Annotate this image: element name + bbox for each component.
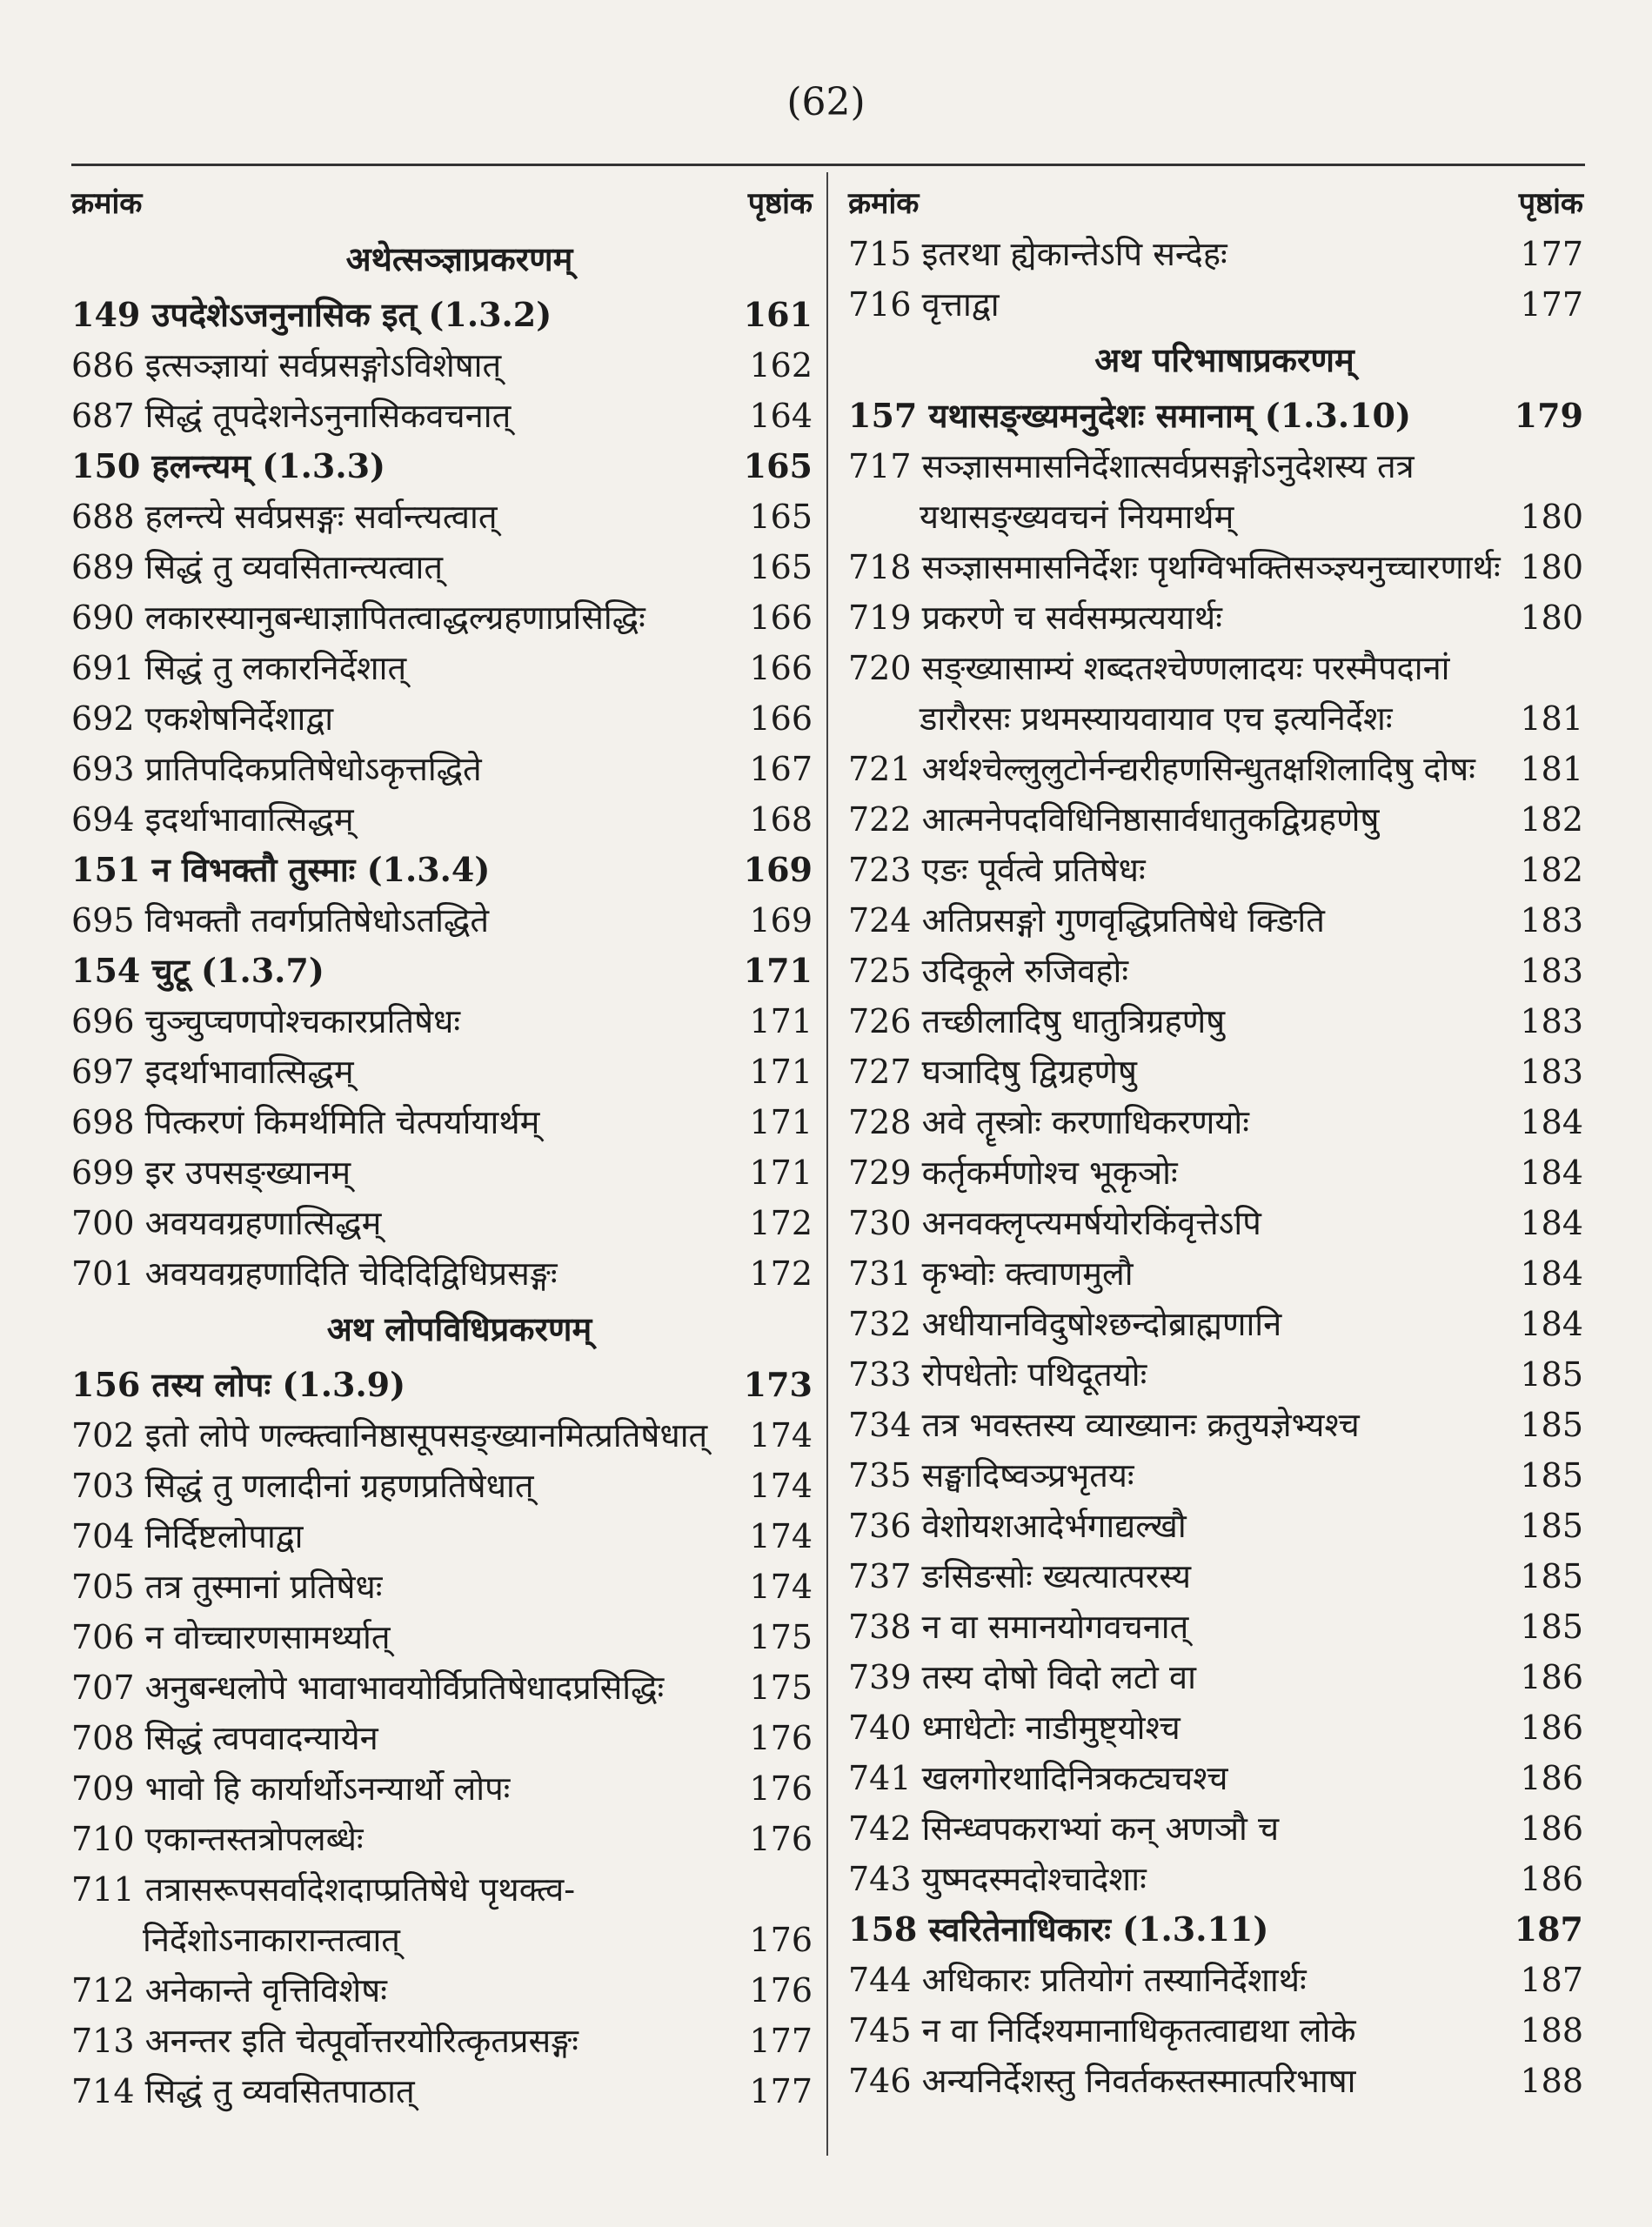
entry-page-number: 188 — [1520, 2062, 1583, 2100]
entry-page-number: 173 — [743, 1365, 813, 1404]
entry-page-number: 185 — [1520, 1557, 1583, 1595]
entry-text: 158 स्वरितेनाधिकारः (1.3.11) — [848, 1909, 1269, 1949]
index-entry — [848, 1753, 1583, 1803]
entry-text: 696 चुञ्चुप्चणपोश्चकारप्रतिषेधः — [71, 1002, 461, 1040]
entry-text: 151 न विभक्तौ तुस्माः (1.3.4) — [71, 850, 491, 889]
sutra-entry — [71, 1360, 813, 1410]
right-column-header — [848, 178, 1583, 229]
entry-text: 712 अनेकान्ते वृत्तिविशेषः — [71, 1971, 387, 2010]
entry-text: 702 इतो लोपे णल्क्त्वानिष्ठासूपसङ्ख्यानमित्प्रतिषेधात् — [71, 1416, 708, 1455]
entry-text: 724 अतिप्रसङ्गो गुणवृद्धिप्रतिषेधे क्ङिति — [848, 901, 1325, 940]
column-divider — [826, 172, 828, 2156]
entry-text: 706 न वोच्चारणसामर्थ्यात् — [71, 1618, 391, 1656]
index-entry — [71, 1410, 813, 1461]
entry-page-number: 186 — [1520, 1658, 1583, 1696]
entry-text: 739 तस्य दोषो विदो लटो वा — [848, 1658, 1196, 1696]
index-entry — [848, 1955, 1583, 2005]
entry-text: 740 ध्माधेटोः नाडीमुष्ट्योश्च — [848, 1709, 1180, 1747]
entry-page-number: 176 — [749, 1719, 813, 1757]
entry-page-number: 184 — [1520, 1204, 1583, 1242]
entry-page-number: 165 — [749, 498, 813, 536]
entry-page-number: 186 — [1520, 1709, 1583, 1747]
index-entry — [71, 542, 813, 592]
entry-page-number: 185 — [1520, 1355, 1583, 1394]
entry-page-number: 172 — [749, 1204, 813, 1242]
entry-text: 725 उदिकूले रुजिवहोः — [848, 952, 1129, 990]
index-entry — [71, 1562, 813, 1612]
index-entry — [71, 1662, 813, 1713]
entry-page-number: 171 — [749, 1154, 813, 1192]
entry-text: 689 सिद्धं तु व्यवसितान्त्यत्वात् — [71, 548, 444, 586]
entry-page-number: 176 — [749, 1971, 813, 2010]
entry-text: 699 इर उपसङ्ख्यानम् — [71, 1154, 351, 1192]
entry-text: 695 विभक्तौ तवर्गप्रतिषेधोऽतद्धिते — [71, 901, 489, 940]
index-entry — [848, 441, 1583, 492]
entry-page-number: 187 — [1514, 1909, 1583, 1949]
index-entry — [848, 2005, 1583, 2056]
serial-header: क्रमांक — [71, 186, 143, 221]
entry-text: 723 एङः पूर्वत्वे प्रतिषेधः — [848, 851, 1146, 889]
index-entry — [71, 1047, 813, 1097]
entry-text: 701 अवयवग्रहणादिति चेदिदिद्विधिप्रसङ्गः — [71, 1254, 558, 1293]
index-entry — [848, 1349, 1583, 1400]
index-entry — [848, 643, 1583, 693]
entry-page-number: 177 — [749, 2022, 813, 2060]
entry-page-number: 184 — [1520, 1154, 1583, 1192]
entry-page-number: 171 — [749, 1053, 813, 1091]
entry-text: 736 वेशोयशआदेर्भगाद्यल्खौ — [848, 1507, 1187, 1545]
index-entry — [848, 1551, 1583, 1602]
sutra-entry — [71, 946, 813, 996]
entry-page-number: 181 — [1520, 699, 1583, 738]
entry-text: 713 अनन्तर इति चेत्पूर्वोत्तरयोरित्कृतप्रसङ्गः — [71, 2022, 579, 2060]
entry-page-number: 175 — [749, 1669, 813, 1707]
index-entry — [71, 1864, 813, 1915]
index-entry — [71, 2016, 813, 2066]
entry-text: 745 न वा निर्दिश्यमानाधिकृतत्वाद्यथा लोके — [848, 2011, 1356, 2050]
entry-text: 694 इदर्थाभावात्सिद्धम् — [71, 800, 354, 839]
entry-page-number: 174 — [749, 1416, 813, 1455]
serial-header: क्रमांक — [848, 186, 920, 221]
page-header: पृष्ठांक — [1518, 186, 1583, 221]
entry-text: 734 तत्र भवस्तस्य व्याख्यानः क्रतुयज्ञेभ्यश्च — [848, 1406, 1360, 1444]
entry-page-number: 183 — [1520, 1053, 1583, 1091]
entry-text: 746 अन्यनिर्देशस्तु निवर्तकस्तस्मात्परिभाषा — [848, 2062, 1356, 2100]
index-entry — [71, 1965, 813, 2016]
index-entry — [71, 1097, 813, 1147]
index-entry — [848, 1248, 1583, 1299]
entry-page-number: 187 — [1520, 1961, 1583, 1999]
entry-text: 719 प्रकरणे च सर्वसम्प्रत्ययार्थः — [848, 599, 1222, 637]
index-entry — [848, 1450, 1583, 1501]
entry-page-number: 180 — [1520, 599, 1583, 637]
entry-page-number: 166 — [749, 699, 813, 738]
page-header: पृष्ठांक — [747, 186, 813, 221]
entry-page-number: 169 — [743, 850, 813, 889]
entry-page-number: 177 — [1520, 285, 1583, 324]
entry-text: 150 हलन्त्यम् (1.3.3) — [71, 446, 385, 485]
top-rule — [71, 164, 1585, 166]
entry-page-number: 165 — [743, 446, 813, 485]
entry-text: 722 आत्मनेपदविधिनिष्ठासार्वधातुकद्विग्रहणेषु — [848, 800, 1380, 839]
entry-text: 743 युष्मदस्मदोश्चादेशाः — [848, 1860, 1147, 1898]
index-entry — [71, 1814, 813, 1864]
entry-text: 707 अनुबन्धलोपे भावाभावयोर्विप्रतिषेधादप्रसिद्धिः — [71, 1669, 665, 1707]
entry-text: 700 अवयवग्रहणात्सिद्धम् — [71, 1204, 382, 1242]
entry-page-number: 177 — [749, 2072, 813, 2110]
index-entry — [848, 2056, 1583, 2106]
section-heading: अथ परिभाषाप्रकरणम् — [1094, 340, 1354, 379]
index-entry — [71, 1461, 813, 1511]
entry-text: 742 सिन्ध्वपकराभ्यां कन् अणञौ च — [848, 1809, 1280, 1848]
entry-text: 714 सिद्धं तु व्यवसितपाठात् — [71, 2072, 415, 2110]
index-entry — [848, 693, 1583, 744]
entry-text: 711 तत्रासरूपसर्वादेशदाप्प्रतिषेधे पृथक्त्व- — [71, 1870, 576, 1909]
index-entry — [848, 996, 1583, 1047]
entry-text: 738 न वा समानयोगवचनात् — [848, 1608, 1189, 1646]
index-entry — [71, 996, 813, 1047]
entry-text: 737 ङसिङसोः ख्यत्यात्परस्य — [848, 1557, 1192, 1595]
index-entry — [71, 1198, 813, 1248]
entry-text: 720 सङ्ख्यासाम्यं शब्दतश्चेण्णलादयः परस्मैपदानां — [848, 649, 1450, 687]
entry-page-number: 184 — [1520, 1254, 1583, 1293]
index-entry — [848, 1400, 1583, 1450]
entry-page-number: 171 — [749, 1103, 813, 1141]
entry-text: 728 अवे तॄस्त्रोः करणाधिकरणयोः — [848, 1103, 1249, 1141]
entry-text: निर्देशोऽनाकारान्तत्वात् — [143, 1921, 400, 1959]
index-entry — [848, 229, 1583, 279]
entry-text: 691 सिद्धं तु लकारनिर्देशात् — [71, 649, 407, 687]
entry-page-number: 186 — [1520, 1860, 1583, 1898]
index-entry — [848, 1047, 1583, 1097]
entry-text: 721 अर्थश्चेल्लुलुटोर्नन्द्यरीहणसिन्धुतक्षशिलादिषु दोषः — [848, 750, 1475, 788]
index-entry — [848, 492, 1583, 542]
entry-page-number: 183 — [1520, 901, 1583, 940]
entry-page-number: 186 — [1520, 1759, 1583, 1797]
index-entry — [848, 542, 1583, 592]
entry-text: 735 सङ्घादिष्वञ्प्रभृतयः — [848, 1456, 1134, 1495]
entry-text: 704 निर्दिष्टलोपाद्वा — [71, 1517, 304, 1555]
entry-text: 715 इतरथा ह्येकान्तेऽपि सन्देहः — [848, 235, 1227, 273]
index-entry — [848, 895, 1583, 946]
entry-text: 717 सञ्ज्ञासमासनिर्देशात्सर्वप्रसङ्गोऽनुदेशस्य तत्र — [848, 447, 1415, 485]
entry-text: 156 तस्य लोपः (1.3.9) — [71, 1365, 406, 1404]
entry-text: 690 लकारस्यानुबन्धाज्ञापितत्वाद्धल्ग्रहणाप्रसिद्धिः — [71, 599, 645, 637]
entry-page-number: 177 — [1520, 235, 1583, 273]
entry-page-number: 166 — [749, 599, 813, 637]
sutra-entry — [71, 290, 813, 340]
entry-page-number: 174 — [749, 1568, 813, 1606]
index-entry — [848, 1147, 1583, 1198]
index-entry — [71, 1915, 813, 1965]
entry-text: 688 हलन्त्ये सर्वप्रसङ्गः सर्वान्त्यत्वात् — [71, 498, 498, 536]
index-entry — [71, 492, 813, 542]
entry-text: 744 अधिकारः प्रतियोगं तस्यानिर्देशार्थः — [848, 1961, 1307, 1999]
left-column-header — [71, 178, 813, 229]
entry-page-number: 183 — [1520, 952, 1583, 990]
index-entry — [848, 946, 1583, 996]
entry-text: 729 कर्तृकर्मणोश्च भूकृञोः — [848, 1154, 1178, 1192]
entry-page-number: 184 — [1520, 1103, 1583, 1141]
entry-text: यथासङ्ख्यवचनं नियमार्थम् — [920, 498, 1234, 536]
section-heading: अथेत्सञ्ज्ञाप्रकरणम् — [345, 239, 573, 278]
entry-page-number: 169 — [749, 901, 813, 940]
entry-page-number: 164 — [749, 397, 813, 435]
entry-text: 708 सिद्धं त्वपवादन्यायेन — [71, 1719, 378, 1757]
entry-page-number: 171 — [743, 951, 813, 990]
entry-text: 730 अनवक्लृप्त्यमर्षयोरकिंवृत्तेऽपि — [848, 1204, 1261, 1242]
entry-page-number: 185 — [1520, 1608, 1583, 1646]
index-entry — [71, 391, 813, 441]
entry-page-number: 174 — [749, 1517, 813, 1555]
entry-text: 709 भावो हि कार्यार्थोऽनन्यार्थो लोपः — [71, 1769, 511, 1808]
entry-page-number: 181 — [1520, 750, 1583, 788]
entry-page-number: 165 — [749, 548, 813, 586]
entry-page-number: 168 — [749, 800, 813, 839]
entry-page-number: 162 — [749, 346, 813, 385]
index-entry — [71, 592, 813, 643]
entry-page-number: 161 — [743, 295, 813, 334]
entry-page-number: 185 — [1520, 1456, 1583, 1495]
entry-text: 718 सञ्ज्ञासमासनिर्देशः पृथग्विभक्तिसञ्ज्ञ्यनुच्चारणार्थः — [848, 548, 1501, 586]
entry-page-number: 176 — [749, 1921, 813, 1959]
entry-page-number: 180 — [1520, 498, 1583, 536]
index-entry — [848, 1702, 1583, 1753]
index-entry — [848, 1097, 1583, 1147]
entry-text: 697 इदर्थाभावात्सिद्धम् — [71, 1053, 354, 1091]
entry-text: 157 यथासङ्ख्यमनुदेशः समानाम् (1.3.10) — [848, 396, 1411, 435]
entry-page-number: 180 — [1520, 548, 1583, 586]
index-entry — [848, 794, 1583, 845]
entry-text: 726 तच्छीलादिषु धातुत्रिग्रहणेषु — [848, 1002, 1226, 1040]
index-entry — [848, 279, 1583, 330]
sutra-entry — [848, 1904, 1583, 1955]
index-entry — [848, 1501, 1583, 1551]
index-entry — [848, 1299, 1583, 1349]
index-entry — [71, 1147, 813, 1198]
entry-page-number: 179 — [1514, 396, 1583, 435]
right-column — [848, 178, 1583, 2106]
entry-text: 705 तत्र तुस्मानां प्रतिषेधः — [71, 1568, 383, 1606]
index-entry — [71, 2066, 813, 2117]
entry-text: 727 घञादिषु द्विग्रहणेषु — [848, 1053, 1137, 1091]
entry-text: 732 अधीयानविदुषोश्छन्दोब्राह्मणानि — [848, 1305, 1282, 1343]
entry-page-number: 182 — [1520, 800, 1583, 839]
index-entry — [848, 1652, 1583, 1702]
entry-page-number: 182 — [1520, 851, 1583, 889]
entry-page-number: 166 — [749, 649, 813, 687]
index-entry — [71, 340, 813, 391]
index-entry — [848, 592, 1583, 643]
sutra-entry — [71, 845, 813, 895]
index-entry — [71, 895, 813, 946]
index-entry — [71, 1248, 813, 1299]
entry-page-number: 175 — [749, 1618, 813, 1656]
entry-text: 698 पित्करणं किमर्थमिति चेत्पर्यायार्थम् — [71, 1103, 540, 1141]
section-heading: अथ लोपविधिप्रकरणम् — [326, 1309, 592, 1348]
index-entry — [71, 744, 813, 794]
entry-text: डारौरसः प्रथमस्यायवायाव एच इत्यनिर्देशः — [920, 699, 1393, 738]
entry-page-number: 172 — [749, 1254, 813, 1293]
left-entries — [71, 229, 813, 2117]
sutra-entry — [848, 391, 1583, 441]
right-entries — [848, 229, 1583, 2106]
sutra-entry — [71, 441, 813, 492]
index-entry — [71, 1713, 813, 1763]
entry-text: 731 कृभ्वोः क्त्वाणमुलौ — [848, 1254, 1134, 1293]
entry-page-number: 174 — [749, 1467, 813, 1505]
entry-page-number: 186 — [1520, 1809, 1583, 1848]
entry-page-number: 176 — [749, 1769, 813, 1808]
entry-page-number: 185 — [1520, 1406, 1583, 1444]
index-entry — [848, 1602, 1583, 1652]
index-entry — [71, 1511, 813, 1562]
entry-text: 703 सिद्धं तु णलादीनां ग्रहणप्रतिषेधात् — [71, 1467, 534, 1505]
entry-text: 692 एकशेषनिर्देशाद्वा — [71, 699, 334, 738]
index-entry — [848, 845, 1583, 895]
left-column — [71, 178, 813, 2117]
entry-text: 716 वृत्ताद्वा — [848, 285, 1000, 324]
index-entry — [848, 1803, 1583, 1854]
entry-page-number: 171 — [749, 1002, 813, 1040]
entry-page-number: 183 — [1520, 1002, 1583, 1040]
index-entry — [71, 693, 813, 744]
entry-page-number: 185 — [1520, 1507, 1583, 1545]
index-entry — [848, 1854, 1583, 1904]
entry-text: 154 चुटू (1.3.7) — [71, 951, 324, 990]
page-number: (62) — [786, 80, 866, 124]
index-entry — [848, 744, 1583, 794]
entry-page-number: 167 — [749, 750, 813, 788]
entry-text: 686 इत्सञ्ज्ञायां सर्वप्रसङ्गोऽविशेषात् — [71, 346, 502, 385]
entry-text: 693 प्रातिपदिकप्रतिषेधोऽकृत्तद्धिते — [71, 750, 482, 788]
index-entry — [71, 643, 813, 693]
entry-text: 687 सिद्धं तूपदेशनेऽनुनासिकवचनात् — [71, 397, 512, 435]
index-entry — [71, 1763, 813, 1814]
entry-text: 741 खलगोरथादिनित्रकट्यचश्च — [848, 1759, 1228, 1797]
entry-page-number: 188 — [1520, 2011, 1583, 2050]
index-entry — [71, 794, 813, 845]
index-entry — [848, 1198, 1583, 1248]
entry-text: 733 रोपधेतोः पथिदूतयोः — [848, 1355, 1147, 1394]
entry-page-number: 176 — [749, 1820, 813, 1858]
entry-page-number: 184 — [1520, 1305, 1583, 1343]
index-entry — [71, 1612, 813, 1662]
entry-text: 710 एकान्तस्तत्रोपलब्धेः — [71, 1820, 364, 1858]
entry-text: 149 उपदेशेऽजनुनासिक इत् (1.3.2) — [71, 295, 552, 334]
